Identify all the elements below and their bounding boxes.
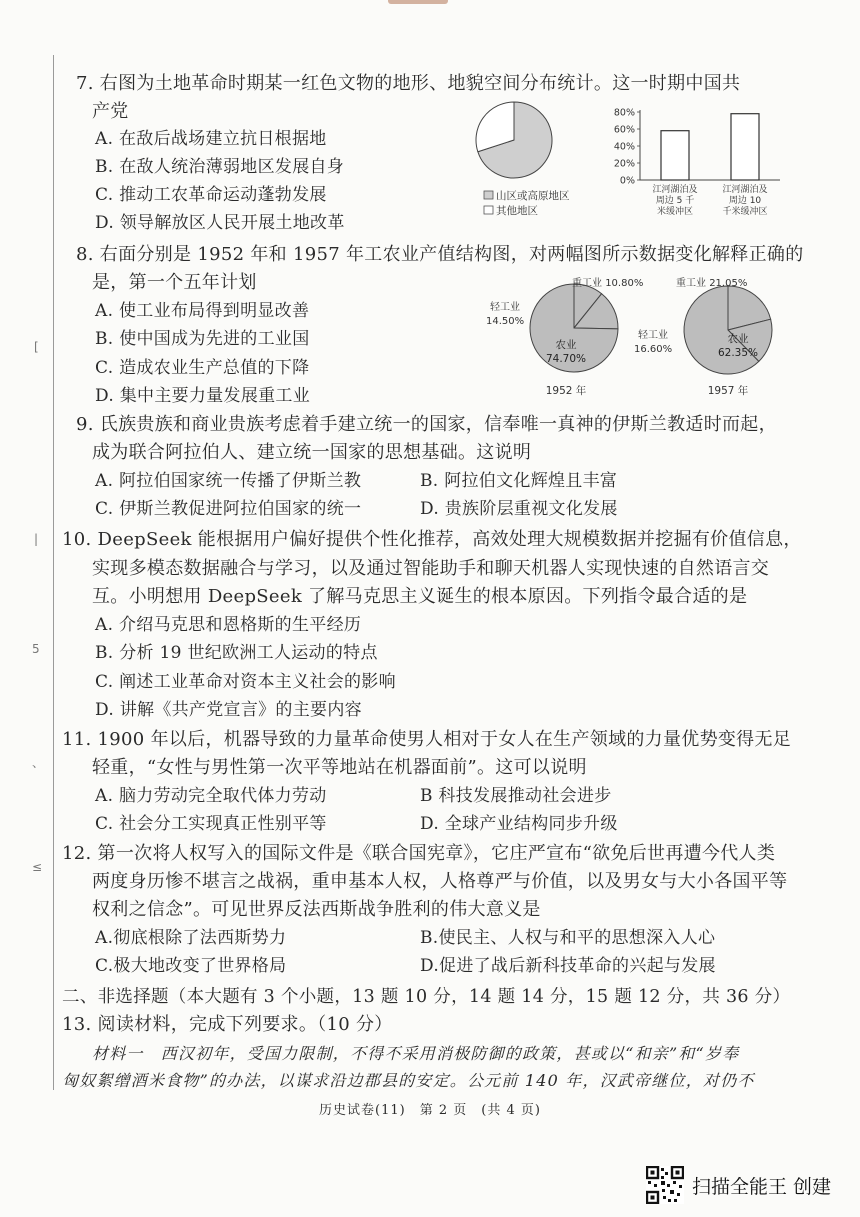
- question-12-stem: 权利之信念”。可见世界反法西斯战争胜利的伟大意义是: [92, 899, 541, 920]
- margin-mark: 5: [32, 642, 40, 656]
- legend-swatch: [484, 191, 493, 199]
- x-category-label: 周边 10: [728, 196, 762, 206]
- label-heavy-industry-1957: 重工业 21.05%: [676, 278, 748, 289]
- question-11-stem: 轻重，“女性与男性第一次平等地站在机器面前”。这可以说明: [92, 757, 587, 778]
- question-9-option-b: B. 阿拉伯文化辉煌且丰富: [420, 471, 618, 491]
- question-10-stem: 互。小明想用 DeepSeek 了解马克思主义诞生的根本原因。下列指令最合适的是: [92, 586, 748, 607]
- q7-pie-chart: [474, 100, 614, 225]
- question-12-option-a: A.彻底根除了法西斯势力: [95, 928, 287, 948]
- question-11-option-c: C. 社会分工实现真正性别平等: [95, 814, 327, 834]
- scan-smudge: [388, 0, 448, 4]
- y-tick-label: 80%: [613, 107, 635, 119]
- page-footer: 历史试卷(11) 第 2 页 (共 4 页): [319, 1103, 541, 1118]
- question-8-option-c: C. 造成农业生产总值的下降: [95, 358, 310, 378]
- question-7-option-d: D. 领导解放区人民开展土地改革: [95, 213, 345, 233]
- label-light-industry-1952: 轻工业: [490, 302, 520, 313]
- section-2-title: 二、非选择题（本大题有 3 个小题，13 题 10 分，14 题 14 分，15 题 12 分，共 36 分）: [62, 987, 791, 1007]
- question-7-stem: 产党: [92, 101, 129, 122]
- value-agriculture-1952: 74.70%: [545, 353, 587, 365]
- y-tick-label: 20%: [613, 158, 635, 170]
- binding-line: [53, 55, 54, 1090]
- margin-mark: ≤: [32, 860, 43, 874]
- bar: [731, 114, 759, 180]
- margin-mark: |: [34, 532, 39, 546]
- question-11-option-a: A. 脑力劳动完全取代体力劳动: [95, 786, 327, 806]
- question-12-option-c: C.极大地改变了世界格局: [95, 956, 287, 976]
- question-11-stem: 11. 1900 年以后，机器导致的力量革命使男人相对于女人在生产领域的力量优势变得无足: [62, 729, 792, 750]
- q7-bar-chart: [604, 106, 784, 226]
- title-1957: 1957 年: [707, 385, 749, 397]
- question-12-stem: 12. 第一次将人权写入的国际文件是《联合国宪章》，它庄严宣布“欲免后世再遭今代人类: [62, 843, 776, 864]
- qr-code-icon: [646, 1166, 684, 1204]
- question-7-option-a: A. 在敌后战场建立抗日根据地: [95, 129, 327, 149]
- question-7-option-b: B. 在敌人统治薄弱地区发展自身: [95, 157, 345, 177]
- x-category-label: 千米缓冲区: [722, 207, 768, 217]
- value-light-industry-1957: 16.60%: [634, 344, 673, 355]
- label-agriculture-1957: 农业: [727, 333, 749, 345]
- question-10-stem: 实现多模态数据融合与学习，以及通过智能助手和聊天机器人实现快速的自然语言交: [92, 558, 770, 579]
- question-12-stem: 两度身历惨不堪言之战祸，重申基本人权，人格尊严与价值，以及男女与大小各国平等: [92, 871, 788, 892]
- margin-mark: [: [34, 340, 39, 354]
- question-11-option-d: D. 全球产业结构同步升级: [420, 814, 618, 834]
- label-heavy-industry-1952: 重工业 10.80%: [572, 278, 644, 289]
- question-10-stem: 10. DeepSeek 能根据用户偏好提供个性化推荐，高效处理大规模数据并挖掘有价值信息，: [62, 529, 802, 550]
- label-light-industry-1957: 轻工业: [638, 330, 668, 341]
- label-agriculture-1952: 农业: [555, 339, 577, 351]
- q8-pie-charts: [474, 272, 774, 402]
- question-9-option-d: D. 贵族阶层重视文化发展: [420, 499, 618, 519]
- question-9-stem: 9. 氏族贵族和商业贵族考虑着手建立统一的国家，信奉唯一真神的伊斯兰教适时而起，: [76, 414, 777, 435]
- question-9-option-c: C. 伊斯兰教促进阿拉伯国家的统一: [95, 499, 362, 519]
- x-category-label: 米缓冲区: [656, 207, 694, 217]
- legend-swatch: [484, 206, 493, 214]
- title-1952: 1952 年: [545, 385, 587, 397]
- question-9-stem: 成为联合阿拉伯人、建立统一国家的思想基础。这说明: [92, 442, 532, 463]
- question-11-option-b: B 科技发展推动社会进步: [420, 786, 612, 806]
- question-8-option-a: A. 使工业布局得到明显改善: [95, 301, 310, 321]
- question-8-option-d: D. 集中主要力量发展重工业: [95, 386, 311, 406]
- question-8-option-b: B. 使中国成为先进的工业国: [95, 329, 310, 349]
- y-tick-label: 60%: [613, 124, 635, 136]
- x-category-label: 江河湖泊及: [652, 185, 698, 195]
- question-7-stem: 7. 右图为土地革命时期某一红色文物的地形、地貌空间分布统计。这一时期中国共: [76, 73, 741, 94]
- q7-bar-marks: [614, 108, 780, 218]
- legend-label: 其他地区: [496, 205, 538, 217]
- y-tick-label: 0%: [619, 175, 635, 187]
- y-tick-label: 40%: [613, 141, 635, 153]
- material-1-text: 匈奴絮缯酒米食物”的办法，以谋求沿边郡县的安定。公元前 140 年，汉武帝继位，对仍不: [62, 1071, 755, 1090]
- q7-pie-slices: [476, 102, 552, 178]
- question-12-option-d: D.促进了战后新科技革命的兴起与发展: [420, 956, 716, 976]
- question-10-option-b: B. 分析 19 世纪欧洲工人运动的特点: [95, 643, 378, 663]
- value-light-industry-1952: 14.50%: [486, 316, 525, 327]
- question-8-stem: 8. 右面分别是 1952 年和 1957 年工农业产值结构图，对两幅图所示数据变化解释正确的: [76, 244, 804, 265]
- question-10-option-d: D. 讲解《共产党宣言》的主要内容: [95, 700, 362, 720]
- question-13-stem: 13. 阅读材料，完成下列要求。（10 分）: [62, 1014, 393, 1035]
- question-8-stem: 是，第一个五年计划: [92, 272, 257, 293]
- question-10-option-a: A. 介绍马克思和恩格斯的生平经历: [95, 615, 362, 635]
- value-agriculture-1957: 62.35%: [717, 347, 759, 359]
- x-category-label: 江河湖泊及: [722, 185, 768, 195]
- question-12-option-b: B.使民主、人权与和平的思想深入人心: [420, 928, 716, 948]
- legend-label: 山区或高原地区: [496, 190, 570, 202]
- bar: [661, 131, 689, 180]
- question-10-option-c: C. 阐述工业革命对资本主义社会的影响: [95, 672, 396, 692]
- material-1-text: 材料一 西汉初年，受国力限制，不得不采用消极防御的政策，甚或以“和亲”和“岁奉: [92, 1044, 740, 1063]
- margin-mark: 、: [32, 756, 45, 770]
- question-9-option-a: A. 阿拉伯国家统一传播了伊斯兰教: [95, 471, 362, 491]
- x-category-label: 周边 5 千: [655, 196, 695, 206]
- question-7-option-c: C. 推动工农革命运动蓬勃发展: [95, 185, 327, 205]
- camscanner-watermark: 扫描全能王 创建: [692, 1176, 832, 1198]
- pie-1957: [684, 286, 772, 374]
